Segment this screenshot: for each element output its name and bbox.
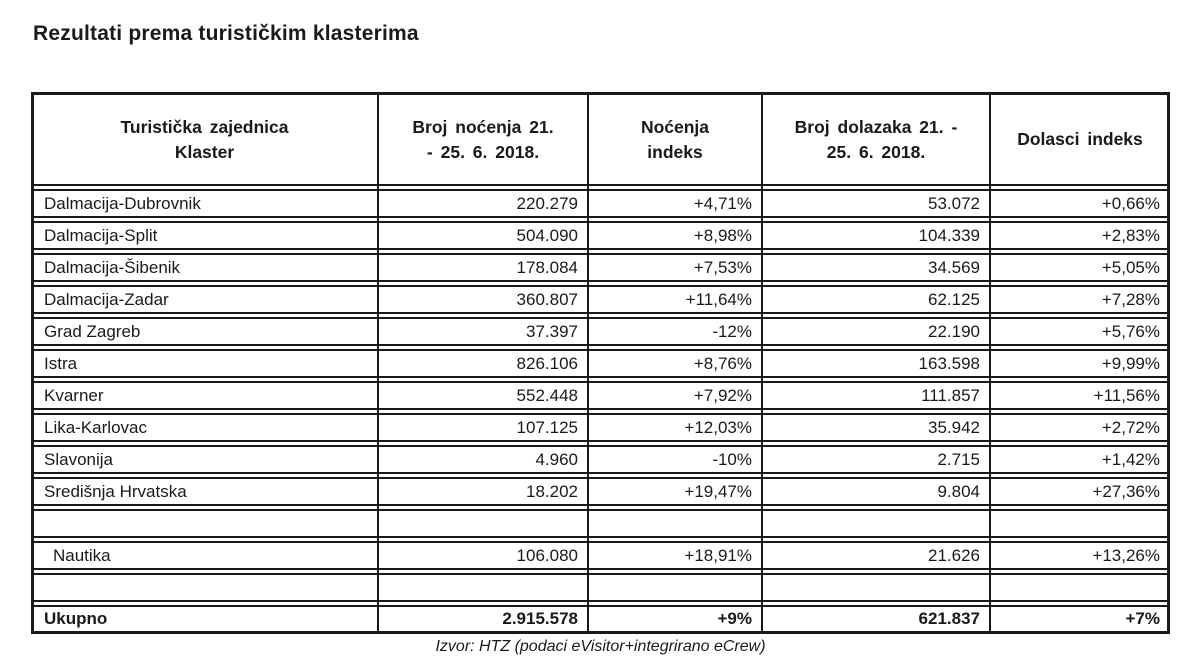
cell-nocenja-indeks: +8,98%: [693, 225, 752, 245]
column-divider: [989, 92, 991, 634]
cell-dolasci: 53.072: [928, 193, 980, 213]
cell-dolasci: 2.715: [937, 449, 980, 469]
cell-klaster: Istra: [44, 353, 78, 373]
table-row: [31, 413, 1170, 442]
cell-dolasci: 621.837: [918, 609, 980, 628]
table-row: [31, 349, 1170, 378]
table-row: [31, 477, 1170, 506]
cell-dolasci-indeks: +2,72%: [1101, 417, 1160, 437]
cell-dolasci: 35.942: [928, 417, 980, 437]
cell-klaster: Dalmacija-Dubrovnik: [44, 193, 201, 213]
cell-nocenja: 2.915.578: [502, 609, 578, 628]
table-row: [31, 221, 1170, 250]
cell-dolasci-indeks: [990, 575, 1170, 600]
table-row: [31, 381, 1170, 410]
cell-nocenja: 360.807: [516, 289, 578, 309]
cell-nocenja-indeks: +7,92%: [693, 385, 752, 405]
cell-klaster: Dalmacija-Split: [44, 225, 158, 245]
column-divider: [587, 92, 589, 634]
cell-dolasci-indeks: +27,36%: [1092, 481, 1160, 501]
cell-nocenja-indeks: +19,47%: [684, 481, 752, 501]
cell-dolasci: 104.339: [918, 225, 980, 245]
cell-nocenja: 107.125: [516, 417, 578, 437]
cell-nocenja-indeks: +8,76%: [693, 353, 752, 373]
cell-dolasci-indeks: +13,26%: [1092, 545, 1160, 565]
header-dolasci-indeks-line1: Dolasci indeks: [1017, 129, 1143, 149]
table-row: [31, 189, 1170, 218]
spacer-row: [31, 509, 1170, 538]
cell-klaster: Kvarner: [44, 385, 104, 405]
table-body: [31, 189, 1170, 634]
cell-nocenja-indeks: +4,71%: [693, 193, 752, 213]
table-row: [31, 541, 1170, 570]
cell-nocenja: 504.090: [516, 225, 578, 245]
cell-nocenja-indeks: -12%: [712, 321, 752, 341]
results-table: [31, 92, 1170, 634]
cell-dolasci: 111.857: [921, 385, 980, 405]
cell-dolasci: 34.569: [928, 257, 980, 277]
cell-dolasci-indeks: +5,05%: [1101, 257, 1160, 277]
header-cell-dolasci-indeks: [990, 95, 1170, 184]
column-divider: [377, 92, 379, 634]
header-cell-broj-nocenja: [378, 95, 588, 184]
cell-dolasci-indeks: +7,28%: [1101, 289, 1160, 309]
cell-nocenja-indeks: +18,91%: [684, 545, 752, 565]
cell-dolasci: 22.190: [928, 321, 980, 341]
total-row: [31, 605, 1170, 634]
cell-dolasci: 21.626: [928, 545, 980, 565]
cell-nocenja: 552.448: [516, 385, 578, 405]
header-cell-klaster: [31, 95, 378, 184]
cell-dolasci: 62.125: [928, 289, 980, 309]
cell-nocenja-indeks: +11,64%: [685, 289, 752, 309]
cell-nocenja: 826.106: [516, 353, 578, 373]
cell-klaster: [31, 575, 378, 600]
cell-nocenja-indeks: -10%: [712, 449, 752, 469]
cell-nocenja: [378, 511, 588, 536]
column-divider: [31, 92, 34, 634]
header-klaster-line1: Turistička zajednica: [120, 116, 289, 137]
column-divider: [761, 92, 763, 634]
column-divider: [1167, 92, 1170, 634]
cell-klaster: [31, 511, 378, 536]
header-broj-dolazaka-line1: Broj dolazaka 21. -: [794, 116, 958, 137]
header-cell-nocenja-indeks: [588, 95, 762, 184]
source-note: Izvor: HTZ (podaci eVisitor+integrirano eCrew): [435, 638, 766, 655]
cell-nocenja: 178.084: [516, 257, 578, 277]
table-row: [31, 317, 1170, 346]
cell-nocenja-indeks: [588, 575, 762, 600]
cell-nocenja-indeks: +7,53%: [693, 257, 752, 277]
cell-klaster: Lika-Karlovac: [44, 417, 147, 437]
cell-nocenja-indeks: +9%: [717, 609, 752, 628]
cell-klaster: Ukupno: [44, 609, 108, 628]
table-row: [31, 285, 1170, 314]
cell-dolasci: [762, 575, 990, 600]
cell-dolasci-indeks: +7%: [1125, 609, 1160, 628]
header-broj-dolazaka-line2: 25. 6. 2018.: [826, 141, 926, 162]
header-broj-nocenja-line2: - 25. 6. 2018.: [426, 141, 540, 162]
table-row: [31, 253, 1170, 282]
cell-nocenja: 37.397: [526, 321, 578, 341]
table-header-row: [31, 92, 1170, 186]
cell-nocenja: 220.279: [516, 193, 578, 213]
cell-dolasci: 163.598: [918, 353, 980, 373]
page-title: Rezultati prema turističkim klasterima: [33, 22, 419, 45]
header-broj-nocenja-line1: Broj noćenja 21.: [412, 116, 554, 137]
cell-dolasci-indeks: +2,83%: [1101, 225, 1160, 245]
cell-klaster: Slavonija: [44, 449, 113, 469]
cell-nocenja: [378, 575, 588, 600]
header-klaster-line2: Klaster: [174, 141, 235, 162]
header-nocenja-indeks-line2: indeks: [647, 141, 703, 162]
header-nocenja-indeks-line1: Noćenja: [640, 116, 710, 137]
spacer-row: [31, 573, 1170, 602]
cell-klaster: Središnja Hrvatska: [44, 481, 187, 501]
cell-nocenja-indeks: [588, 511, 762, 536]
cell-nocenja: 18.202: [526, 481, 578, 501]
cell-nocenja: 106.080: [516, 545, 578, 565]
cell-klaster: Nautika: [53, 545, 111, 565]
cell-dolasci-indeks: +5,76%: [1101, 321, 1160, 341]
cell-klaster: Grad Zagreb: [44, 321, 141, 341]
header-cell-broj-dolazaka: [762, 95, 990, 184]
cell-klaster: Dalmacija-Šibenik: [44, 257, 181, 277]
cell-nocenja: 4.960: [535, 449, 578, 469]
cell-klaster: Dalmacija-Zadar: [44, 289, 169, 309]
cell-dolasci-indeks: +9,99%: [1101, 353, 1160, 373]
cell-dolasci-indeks: +1,42%: [1101, 449, 1160, 469]
cell-dolasci-indeks: [990, 511, 1170, 536]
cell-nocenja-indeks: +12,03%: [684, 417, 752, 437]
cell-dolasci-indeks: +0,66%: [1101, 193, 1160, 213]
cell-dolasci-indeks: +11,56%: [1093, 385, 1160, 405]
table-row: [31, 445, 1170, 474]
cell-dolasci: [762, 511, 990, 536]
cell-dolasci: 9.804: [937, 481, 980, 501]
